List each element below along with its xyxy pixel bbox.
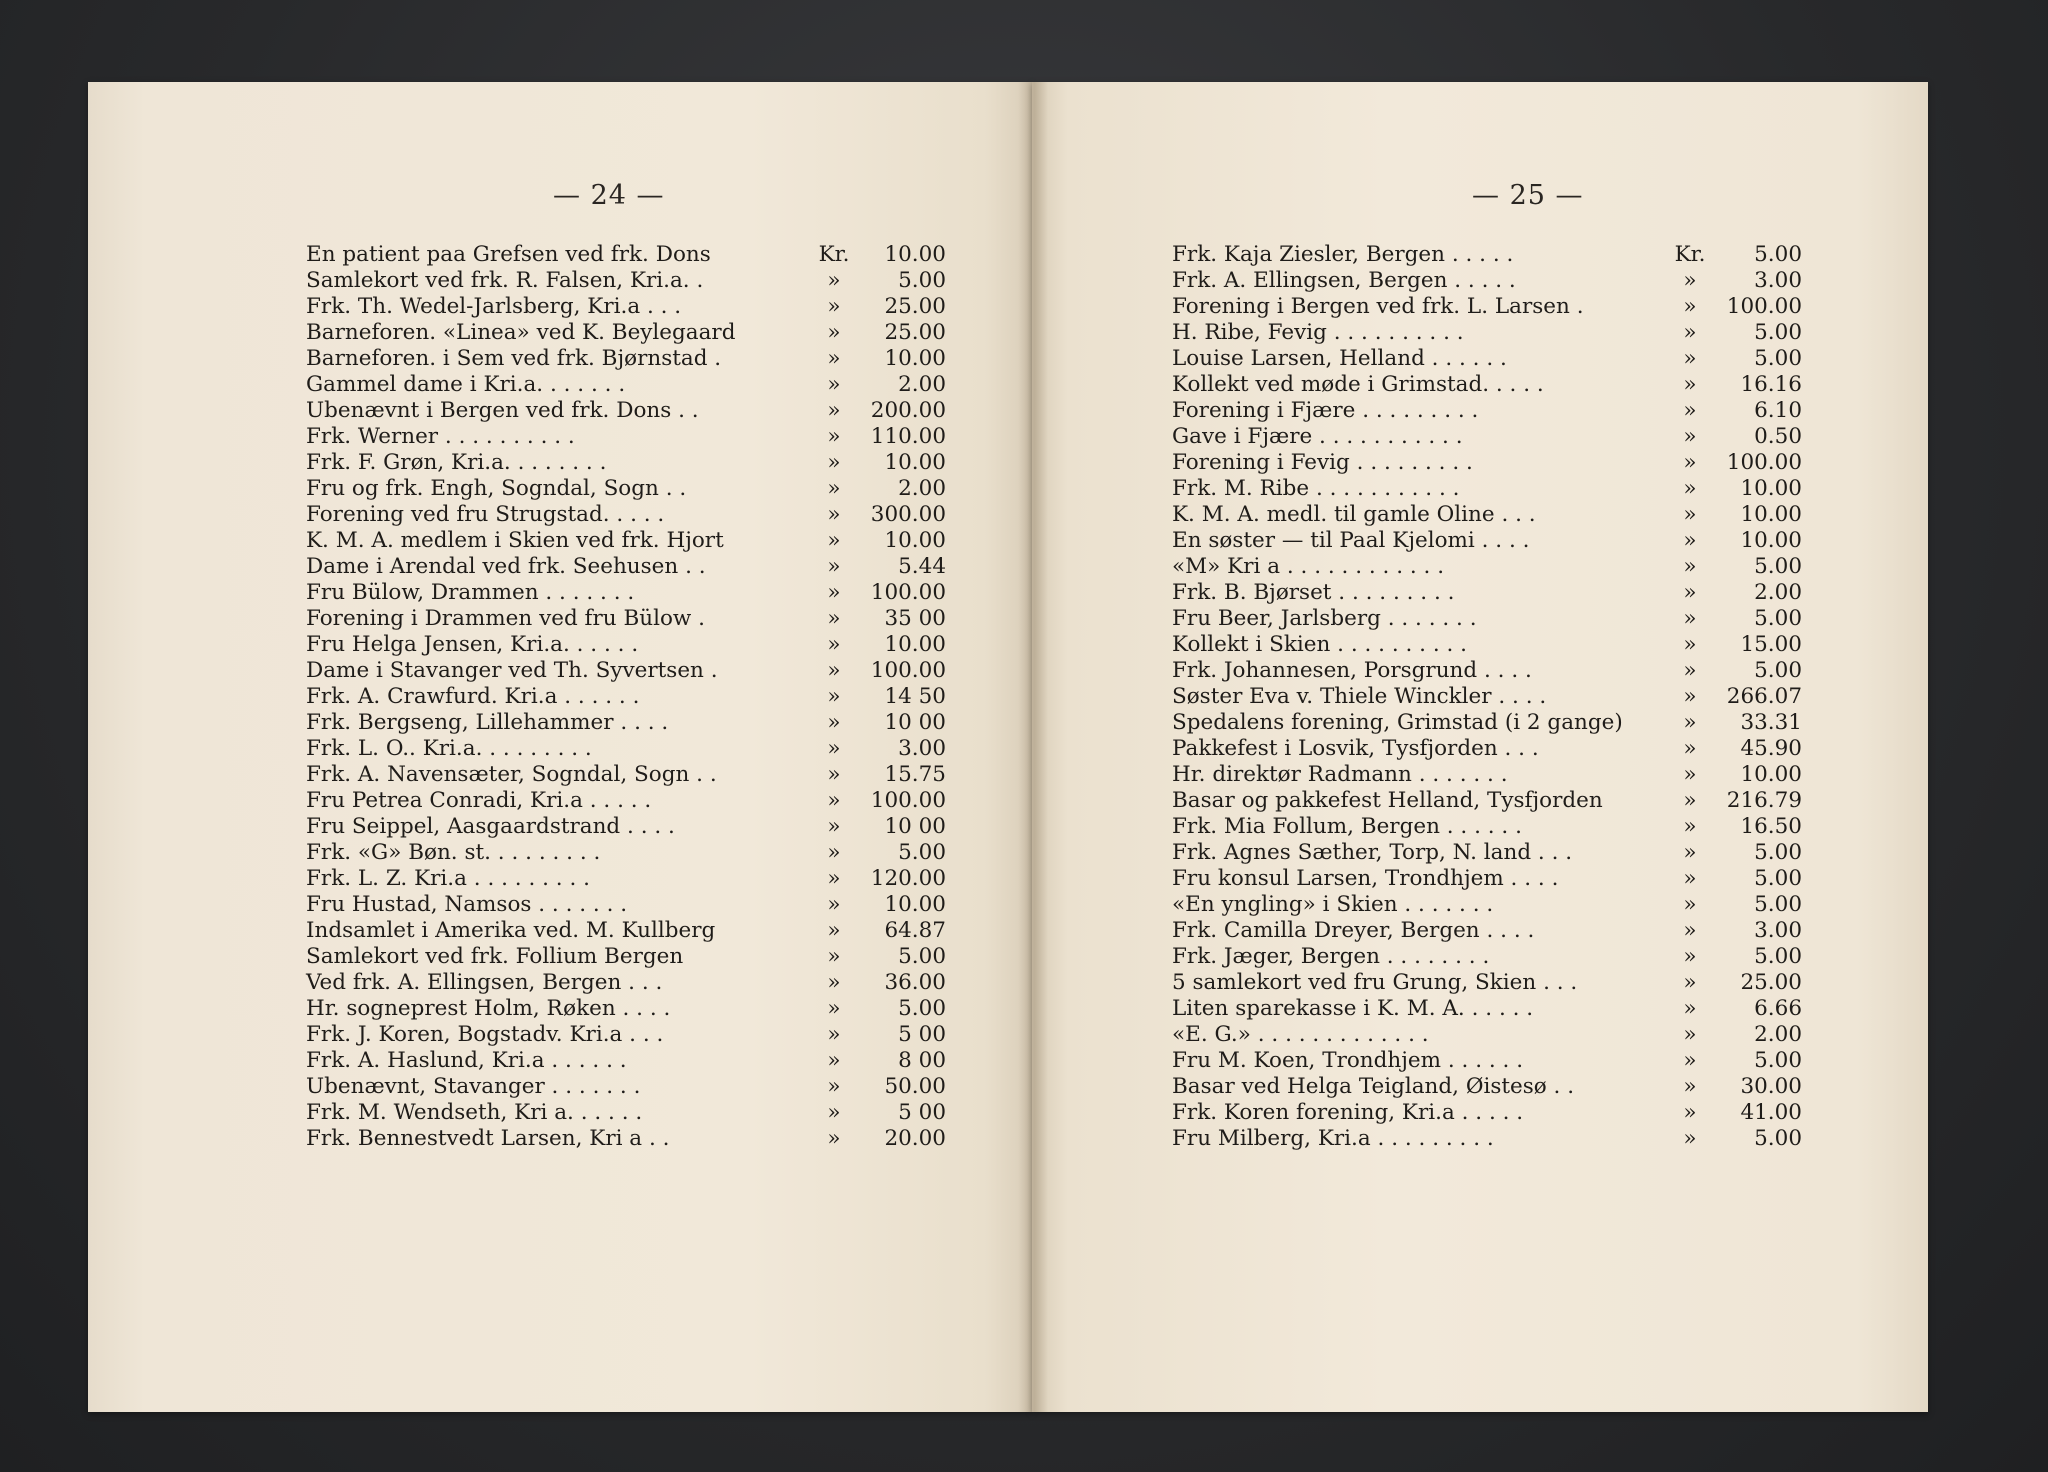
list-item	[1172, 736, 1802, 762]
page-number: — 24 —	[553, 180, 665, 211]
donor-name: Frk. Mia Follum, Bergen . . . . . .	[1172, 814, 1522, 839]
donation-list	[1172, 242, 1802, 1152]
donor-name: Samlekort ved frk. R. Falsen, Kri.a. .	[306, 268, 704, 293]
list-item	[306, 320, 946, 346]
currency-marker: »	[1683, 476, 1697, 501]
currency-marker: »	[827, 892, 841, 917]
list-item	[1172, 502, 1802, 528]
donation-amount: 100.00	[870, 580, 946, 605]
donation-amount: 5.00	[1754, 866, 1802, 891]
donor-name: Frk. Bergseng, Lillehammer . . . .	[306, 710, 669, 735]
currency-marker: »	[1683, 372, 1697, 397]
donor-name: Hr. sogneprest Holm, Røken . . . .	[306, 996, 671, 1021]
currency-marker: Kr.	[818, 242, 850, 267]
currency-marker: »	[827, 918, 841, 943]
list-item	[1172, 658, 1802, 684]
currency-marker: »	[827, 788, 841, 813]
currency-marker: »	[1683, 892, 1697, 917]
currency-marker: »	[827, 528, 841, 553]
currency-marker: »	[1683, 762, 1697, 787]
donor-name: Frk. «G» Bøn. st. . . . . . . . .	[306, 840, 601, 865]
donor-name: Gammel dame i Kri.a. . . . . . .	[306, 372, 626, 397]
currency-marker: »	[827, 450, 841, 475]
list-item	[306, 892, 946, 918]
currency-marker: »	[827, 996, 841, 1021]
donor-name: Fru Seippel, Aasgaardstrand . . . .	[306, 814, 675, 839]
currency-marker: »	[1683, 840, 1697, 865]
list-item	[306, 450, 946, 476]
donor-name: H. Ribe, Fevig . . . . . . . . . .	[1172, 320, 1464, 345]
donation-amount: 5.00	[1754, 346, 1802, 371]
list-item	[306, 762, 946, 788]
list-item	[306, 606, 946, 632]
donation-amount: 10.00	[884, 632, 946, 657]
donation-amount: 30.00	[1740, 1074, 1802, 1099]
donor-name: Forening i Drammen ved fru Bülow .	[306, 606, 705, 631]
currency-marker: »	[1683, 710, 1697, 735]
currency-marker: »	[827, 1022, 841, 1047]
currency-marker: »	[1683, 1100, 1697, 1125]
donor-name: Fru og frk. Engh, Sogndal, Sogn . .	[306, 476, 687, 501]
list-item	[306, 268, 946, 294]
donor-name: Frk. F. Grøn, Kri.a. . . . . . . .	[306, 450, 607, 475]
donation-amount: 5.00	[898, 840, 946, 865]
list-item	[1172, 710, 1802, 736]
donor-name: Kollekt ved møde i Grimstad. . . . .	[1172, 372, 1544, 397]
donation-amount: 35 00	[884, 606, 946, 631]
donor-name: Frk. Camilla Dreyer, Bergen . . . .	[1172, 918, 1535, 943]
list-item	[306, 840, 946, 866]
currency-marker: »	[1683, 788, 1697, 813]
donor-name: Frk. Jæger, Bergen . . . . . . . .	[1172, 944, 1490, 969]
donor-name: Frk. Bennestvedt Larsen, Kri a . .	[306, 1126, 670, 1151]
donor-name: Fru M. Koen, Trondhjem . . . . . .	[1172, 1048, 1524, 1073]
donation-amount: 5.00	[898, 996, 946, 1021]
donation-amount: 50.00	[884, 1074, 946, 1099]
donation-amount: 10.00	[884, 892, 946, 917]
donation-amount: 41.00	[1740, 1100, 1802, 1125]
donation-amount: 15.00	[1740, 632, 1802, 657]
donor-name: Dame i Stavanger ved Th. Syvertsen .	[306, 658, 718, 683]
donation-amount: 266.07	[1726, 684, 1802, 709]
currency-marker: »	[827, 320, 841, 345]
currency-marker: »	[1683, 1126, 1697, 1151]
list-item	[306, 814, 946, 840]
donor-name: Frk. Johannesen, Porsgrund . . . .	[1172, 658, 1532, 683]
list-item	[306, 372, 946, 398]
donation-amount: 6.66	[1754, 996, 1802, 1021]
currency-marker: »	[827, 814, 841, 839]
list-item	[306, 710, 946, 736]
donor-name: Spedalens forening, Grimstad (i 2 gange)	[1172, 710, 1623, 735]
donation-amount: 5 00	[898, 1022, 946, 1047]
right-page	[1032, 82, 1928, 1412]
donor-name: Liten sparekasse i K. M. A. . . . . .	[1172, 996, 1534, 1021]
list-item	[1172, 346, 1802, 372]
donor-name: Fru Bülow, Drammen . . . . . . .	[306, 580, 635, 605]
currency-marker: »	[827, 268, 841, 293]
list-item	[306, 476, 946, 502]
donor-name: Barneforen. i Sem ved frk. Bjørnstad .	[306, 346, 722, 371]
list-item	[1172, 866, 1802, 892]
list-item	[1172, 320, 1802, 346]
currency-marker: »	[827, 970, 841, 995]
donation-amount: 15.75	[884, 762, 946, 787]
currency-marker: »	[1683, 944, 1697, 969]
list-item	[306, 502, 946, 528]
donation-amount: 64.87	[884, 918, 946, 943]
currency-marker: »	[1683, 866, 1697, 891]
donor-name: Fru Milberg, Kri.a . . . . . . . . .	[1172, 1126, 1494, 1151]
donor-name: Fru Petrea Conradi, Kri.a . . . . .	[306, 788, 652, 813]
currency-marker: »	[827, 658, 841, 683]
list-item	[306, 1074, 946, 1100]
currency-marker: »	[1683, 320, 1697, 345]
donation-amount: 20.00	[884, 1126, 946, 1151]
donation-amount: 5.00	[1754, 658, 1802, 683]
left-page	[88, 82, 1032, 1412]
donation-amount: 10.00	[1740, 476, 1802, 501]
donor-name: Basar og pakkefest Helland, Tysfjorden	[1172, 788, 1603, 813]
donor-name: Frk. Koren forening, Kri.a . . . . .	[1172, 1100, 1524, 1125]
currency-marker: »	[827, 502, 841, 527]
list-item	[1172, 762, 1802, 788]
donation-amount: 5 00	[898, 1100, 946, 1125]
donation-amount: 0.50	[1754, 424, 1802, 449]
currency-marker: »	[827, 1126, 841, 1151]
donor-name: Frk. A. Crawfurd. Kri.a . . . . . .	[306, 684, 640, 709]
currency-marker: »	[1683, 268, 1697, 293]
currency-marker: »	[827, 1074, 841, 1099]
donation-amount: 5.00	[1754, 944, 1802, 969]
list-item	[306, 554, 946, 580]
page-number: — 25 —	[1472, 180, 1584, 211]
donation-amount: 6.10	[1754, 398, 1802, 423]
donation-amount: 3.00	[1754, 268, 1802, 293]
donation-amount: 110.00	[870, 424, 946, 449]
currency-marker: »	[827, 736, 841, 761]
list-item	[1172, 814, 1802, 840]
currency-marker: »	[827, 606, 841, 631]
donor-name: En søster — til Paal Kjelomi . . . .	[1172, 528, 1530, 553]
currency-marker: »	[827, 424, 841, 449]
list-item	[1172, 892, 1802, 918]
donation-amount: 33.31	[1740, 710, 1802, 735]
donation-amount: 25.00	[884, 294, 946, 319]
list-item	[1172, 1048, 1802, 1074]
donation-amount: 2.00	[1754, 580, 1802, 605]
currency-marker: »	[1683, 528, 1697, 553]
donor-name: Ved frk. A. Ellingsen, Bergen . . .	[306, 970, 663, 995]
donor-name: Dame i Arendal ved frk. Seehusen . .	[306, 554, 706, 579]
list-item	[1172, 632, 1802, 658]
currency-marker: »	[1683, 1074, 1697, 1099]
list-item	[1172, 788, 1802, 814]
list-item	[1172, 476, 1802, 502]
list-item	[1172, 268, 1802, 294]
currency-marker: »	[827, 1100, 841, 1125]
donor-name: Frk. M. Wendseth, Kri a. . . . . .	[306, 1100, 643, 1125]
list-item	[1172, 606, 1802, 632]
donor-name: Frk. Werner . . . . . . . . . .	[306, 424, 575, 449]
donor-name: «E. G.» . . . . . . . . . . . . .	[1172, 1022, 1429, 1047]
donation-amount: 10.00	[884, 346, 946, 371]
list-item	[1172, 424, 1802, 450]
currency-marker: »	[827, 762, 841, 787]
donation-amount: 10 00	[884, 814, 946, 839]
donation-amount: 5.00	[1754, 840, 1802, 865]
list-item	[1172, 528, 1802, 554]
donor-name: Forening ved fru Strugstad. . . . .	[306, 502, 665, 527]
donor-name: En patient paa Grefsen ved frk. Dons	[306, 242, 711, 267]
donation-amount: 216.79	[1726, 788, 1802, 813]
donor-name: Frk. Agnes Sæther, Torp, N. land . . .	[1172, 840, 1573, 865]
currency-marker: »	[1683, 814, 1697, 839]
donation-amount: 100.00	[870, 788, 946, 813]
open-book	[88, 82, 1928, 1412]
donation-amount: 2.00	[898, 476, 946, 501]
list-item	[1172, 1100, 1802, 1126]
donor-name: Fru Beer, Jarlsberg . . . . . . .	[1172, 606, 1477, 631]
donor-name: Ubenævnt i Bergen ved frk. Dons . .	[306, 398, 699, 423]
currency-marker: »	[827, 476, 841, 501]
donation-list	[306, 242, 946, 1152]
currency-marker: »	[827, 294, 841, 319]
donor-name: Frk. B. Bjørset . . . . . . . . .	[1172, 580, 1455, 605]
donation-amount: 16.16	[1740, 372, 1802, 397]
donation-amount: 14 50	[884, 684, 946, 709]
currency-marker: »	[827, 944, 841, 969]
list-item	[306, 944, 946, 970]
currency-marker: Kr.	[1674, 242, 1706, 267]
currency-marker: »	[1683, 424, 1697, 449]
donor-name: Søster Eva v. Thiele Winckler . . . .	[1172, 684, 1547, 709]
donation-amount: 120.00	[870, 866, 946, 891]
donor-name: Forening i Bergen ved frk. L. Larsen .	[1172, 294, 1584, 319]
donation-amount: 36.00	[884, 970, 946, 995]
donor-name: Frk. A. Navensæter, Sogndal, Sogn . .	[306, 762, 717, 787]
list-item	[306, 658, 946, 684]
donation-amount: 2.00	[1754, 1022, 1802, 1047]
donation-amount: 25.00	[1740, 970, 1802, 995]
donor-name: «M» Kri a . . . . . . . . . . . .	[1172, 554, 1445, 579]
currency-marker: »	[827, 710, 841, 735]
list-item	[306, 294, 946, 320]
currency-marker: »	[827, 372, 841, 397]
donor-name: Indsamlet i Amerika ved. M. Kullberg	[306, 918, 716, 943]
donation-amount: 5.44	[898, 554, 946, 579]
list-item	[306, 1100, 946, 1126]
currency-marker: »	[1683, 554, 1697, 579]
list-item	[306, 398, 946, 424]
list-item	[1172, 996, 1802, 1022]
list-item	[1172, 1074, 1802, 1100]
currency-marker: »	[1683, 970, 1697, 995]
donation-amount: 100.00	[870, 658, 946, 683]
donation-amount: 10.00	[1740, 762, 1802, 787]
list-item	[306, 528, 946, 554]
currency-marker: »	[827, 632, 841, 657]
donation-amount: 300.00	[870, 502, 946, 527]
donation-amount: 45.90	[1740, 736, 1802, 761]
donor-name: Samlekort ved frk. Follium Bergen	[306, 944, 684, 969]
list-item	[1172, 580, 1802, 606]
currency-marker: »	[827, 346, 841, 371]
donor-name: Gave i Fjære . . . . . . . . . . .	[1172, 424, 1463, 449]
currency-marker: »	[1683, 684, 1697, 709]
donation-amount: 10.00	[1740, 528, 1802, 553]
donation-amount: 8 00	[898, 1048, 946, 1073]
list-item	[306, 424, 946, 450]
donation-amount: 5.00	[898, 944, 946, 969]
currency-marker: »	[827, 1048, 841, 1073]
list-item	[1172, 840, 1802, 866]
donor-name: K. M. A. medlem i Skien ved frk. Hjort	[306, 528, 724, 553]
donation-amount: 25.00	[884, 320, 946, 345]
list-item	[306, 580, 946, 606]
currency-marker: »	[1683, 918, 1697, 943]
donation-amount: 3.00	[898, 736, 946, 761]
donor-name: Frk. J. Koren, Bogstadv. Kri.a . . .	[306, 1022, 664, 1047]
book-gutter	[1018, 82, 1048, 1412]
list-item	[306, 866, 946, 892]
currency-marker: »	[827, 554, 841, 579]
currency-marker: »	[1683, 580, 1697, 605]
donation-amount: 5.00	[1754, 320, 1802, 345]
list-item	[306, 788, 946, 814]
currency-marker: »	[1683, 1048, 1697, 1073]
currency-marker: »	[1683, 632, 1697, 657]
currency-marker: »	[1683, 502, 1697, 527]
donation-amount: 10.00	[1740, 502, 1802, 527]
donor-name: Frk. Th. Wedel-Jarlsberg, Kri.a . . .	[306, 294, 682, 319]
list-item	[306, 684, 946, 710]
donation-amount: 10.00	[884, 242, 946, 267]
donor-name: Frk. L. Z. Kri.a . . . . . . . . .	[306, 866, 590, 891]
donor-name: «En yngling» i Skien . . . . . . .	[1172, 892, 1494, 917]
currency-marker: »	[1683, 1022, 1697, 1047]
donor-name: Fru Helga Jensen, Kri.a. . . . . .	[306, 632, 639, 657]
donation-amount: 5.00	[1754, 242, 1802, 267]
donor-name: Forening i Fjære . . . . . . . . .	[1172, 398, 1479, 423]
list-item	[306, 1022, 946, 1048]
donor-name: Fru konsul Larsen, Trondhjem . . . .	[1172, 866, 1559, 891]
donor-name: Frk. A. Ellingsen, Bergen . . . . .	[1172, 268, 1516, 293]
donor-name: Fru Hustad, Namsos . . . . . . .	[306, 892, 628, 917]
currency-marker: »	[1683, 606, 1697, 631]
donor-name: Frk. A. Haslund, Kri.a . . . . . .	[306, 1048, 627, 1073]
donor-name: Kollekt i Skien . . . . . . . . . .	[1172, 632, 1468, 657]
currency-marker: »	[827, 840, 841, 865]
donation-amount: 2.00	[898, 372, 946, 397]
currency-marker: »	[827, 866, 841, 891]
donor-name: Louise Larsen, Helland . . . . . .	[1172, 346, 1507, 371]
list-item	[1172, 450, 1802, 476]
list-item	[1172, 918, 1802, 944]
donation-amount: 16.50	[1740, 814, 1802, 839]
currency-marker: »	[1683, 658, 1697, 683]
list-item	[306, 1126, 946, 1152]
list-item	[306, 242, 946, 268]
donor-name: Frk. Kaja Ziesler, Bergen . . . . .	[1172, 242, 1514, 267]
currency-marker: »	[1683, 996, 1697, 1021]
donor-name: Hr. direktør Radmann . . . . . . .	[1172, 762, 1508, 787]
list-item	[306, 918, 946, 944]
donation-amount: 5.00	[1754, 606, 1802, 631]
list-item	[306, 970, 946, 996]
list-item	[1172, 1022, 1802, 1048]
donor-name: K. M. A. medl. til gamle Oline . . .	[1172, 502, 1536, 527]
list-item	[1172, 372, 1802, 398]
donor-name: Pakkefest i Losvik, Tysfjorden . . .	[1172, 736, 1539, 761]
donation-amount: 5.00	[1754, 892, 1802, 917]
donor-name: Frk. M. Ribe . . . . . . . . . . .	[1172, 476, 1460, 501]
donor-name: Basar ved Helga Teigland, Øistesø . .	[1172, 1074, 1575, 1099]
list-item	[306, 996, 946, 1022]
donation-amount: 5.00	[1754, 1126, 1802, 1151]
donation-amount: 5.00	[898, 268, 946, 293]
currency-marker: »	[827, 398, 841, 423]
donor-name: Frk. L. O.. Kri.a. . . . . . . . .	[306, 736, 592, 761]
donation-amount: 100.00	[1726, 294, 1802, 319]
currency-marker: »	[827, 684, 841, 709]
list-item	[1172, 294, 1802, 320]
donation-amount: 3.00	[1754, 918, 1802, 943]
donation-amount: 200.00	[870, 398, 946, 423]
currency-marker: »	[1683, 398, 1697, 423]
donation-amount: 10.00	[884, 528, 946, 553]
list-item	[1172, 554, 1802, 580]
list-item	[306, 1048, 946, 1074]
donor-name: 5 samlekort ved fru Grung, Skien . . .	[1172, 970, 1578, 995]
list-item	[306, 346, 946, 372]
list-item	[1172, 398, 1802, 424]
list-item	[1172, 684, 1802, 710]
currency-marker: »	[827, 580, 841, 605]
list-item	[306, 632, 946, 658]
currency-marker: »	[1683, 346, 1697, 371]
list-item	[1172, 970, 1802, 996]
currency-marker: »	[1683, 736, 1697, 761]
donation-amount: 10 00	[884, 710, 946, 735]
donor-name: Barneforen. «Linea» ved K. Beylegaard	[306, 320, 736, 345]
list-item	[1172, 242, 1802, 268]
donation-amount: 5.00	[1754, 554, 1802, 579]
list-item	[1172, 944, 1802, 970]
donor-name: Forening i Fevig . . . . . . . . .	[1172, 450, 1473, 475]
donation-amount: 5.00	[1754, 1048, 1802, 1073]
donation-amount: 10.00	[884, 450, 946, 475]
donor-name: Ubenævnt, Stavanger . . . . . . .	[306, 1074, 641, 1099]
donation-amount: 100.00	[1726, 450, 1802, 475]
list-item	[306, 736, 946, 762]
list-item	[1172, 1126, 1802, 1152]
currency-marker: »	[1683, 450, 1697, 475]
currency-marker: »	[1683, 294, 1697, 319]
